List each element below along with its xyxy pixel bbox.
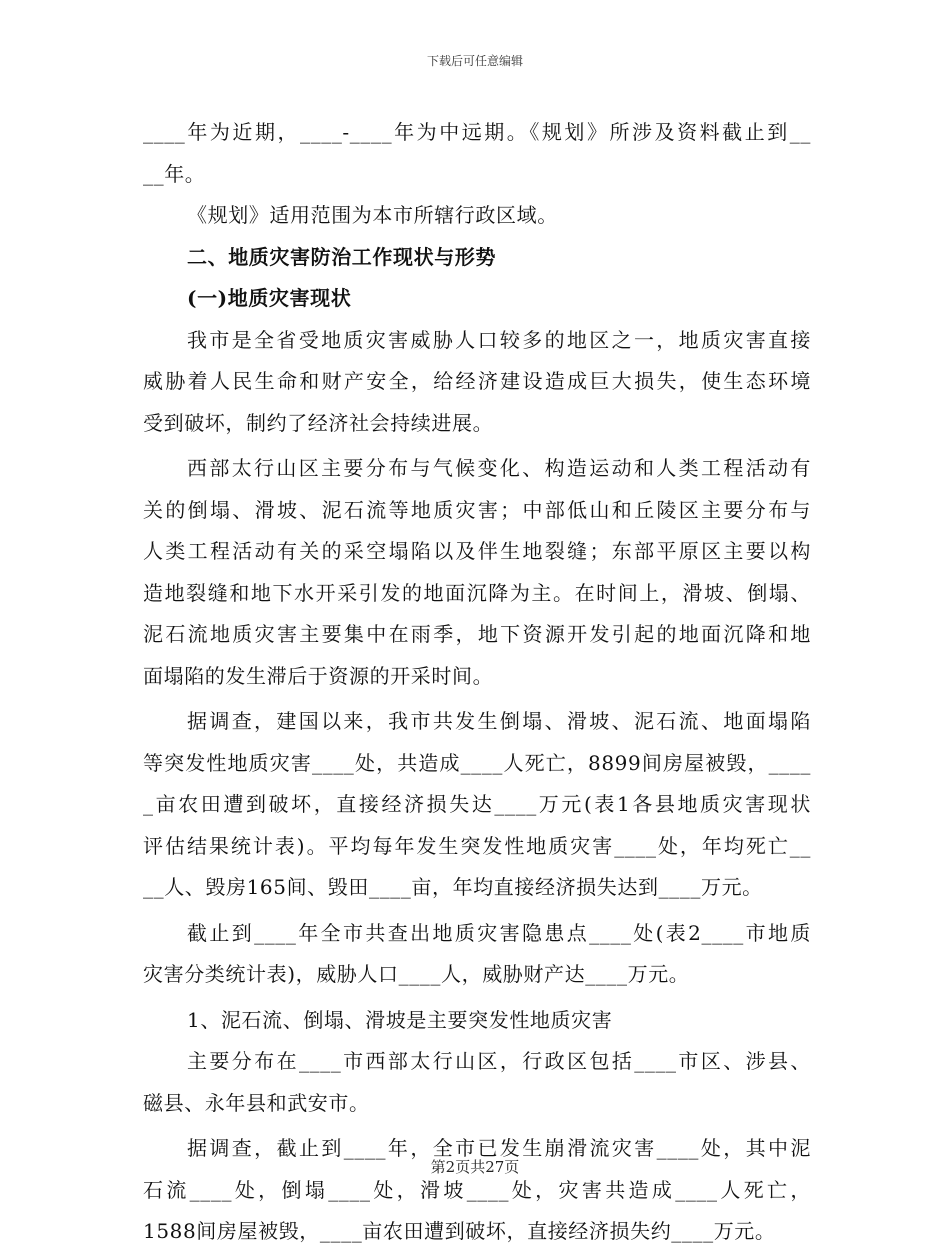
- text-line: 面塌陷的发生滞后于资源的开采时间。: [143, 663, 494, 688]
- text-line: _亩农田遭到破坏，直接经济损失达____万元(表1各县地质灾害现状: [143, 792, 811, 816]
- section-heading: 二、地质灾害防治工作现状与形势: [187, 244, 496, 269]
- text-line: 人类工程活动有关的采空塌陷以及伴生地裂缝；东部平原区主要以构: [143, 539, 811, 563]
- text-line: 据调查，建国以来，我市共发生倒塌、滑坡、泥石流、地面塌陷: [187, 709, 811, 733]
- text-line: 评估结果统计表)。平均每年发生突发性地质灾害____处，年均死亡__: [143, 833, 811, 858]
- text-line: 主要分布在____市西部太行山区，行政区包括____市区、涉县、: [187, 1049, 811, 1073]
- text-line: 灾害分类统计表)，威胁人口____人，威胁财产达____万元。: [143, 962, 690, 986]
- text-line: ____年为近期，____-____年为中远期。《规划》所涉及资料截止到__: [143, 120, 811, 144]
- text-line: 截止到____年全市共查出地质灾害隐患点____处(表2____市地质: [187, 920, 811, 945]
- page-header-note: 下载后可任意编辑: [426, 54, 523, 68]
- text-line: __人、毁房165间、毁田____亩，年均直接经济损失达到____万元。: [143, 875, 763, 899]
- text-line: 受到破坏，制约了经济社会持续进展。: [143, 410, 494, 435]
- page-number: 第2页共27页: [430, 1158, 520, 1176]
- text-line: 威胁着人民生命和财产安全，给经济建设造成巨大损失，使生态环境: [143, 369, 811, 393]
- text-line: 石流____处，倒塌____处，滑坡____处，灾害共造成____人死亡，: [143, 1177, 811, 1202]
- document-body: [143, 112, 811, 1253]
- text-line: 磁县、永年县和武安市。: [143, 1090, 370, 1115]
- text-line: 1588间房屋被毁，____亩农田遭到破坏，直接经济损失约____万元。: [143, 1219, 776, 1243]
- text-line: 关的倒塌、滑坡、泥石流等地质灾害；中部低山和丘陵区主要分布与: [143, 497, 811, 522]
- subsection-heading: (一)地质灾害现状: [187, 286, 352, 310]
- text-line: 等突发性地质灾害____处，共造成____人死亡，8899间房屋被毁，____: [143, 750, 811, 775]
- text-line: 《规划》适用范围为本市所辖行政区域。: [187, 203, 558, 227]
- text-line: 西部太行山区主要分布与气候变化、构造运动和人类工程活动有: [187, 456, 811, 480]
- text-line: 我市是全省受地质灾害威胁人口较多的地区之一，地质灾害直接: [187, 327, 811, 352]
- text-line: 据调查，截止到____年，全市已发生崩滑流灾害____处，其中泥: [187, 1136, 811, 1160]
- numbered-heading: 1、泥石流、倒塌、滑坡是主要突发性地质灾害: [187, 1007, 613, 1032]
- text-line: 泥石流地质灾害主要集中在雨季，地下资源开发引起的地面沉降和地: [143, 622, 811, 646]
- text-line: 造地裂缝和地下水开采引发的地面沉降为主。在时间上，滑坡、倒塌、: [143, 580, 811, 605]
- text-line: __年。: [143, 161, 206, 186]
